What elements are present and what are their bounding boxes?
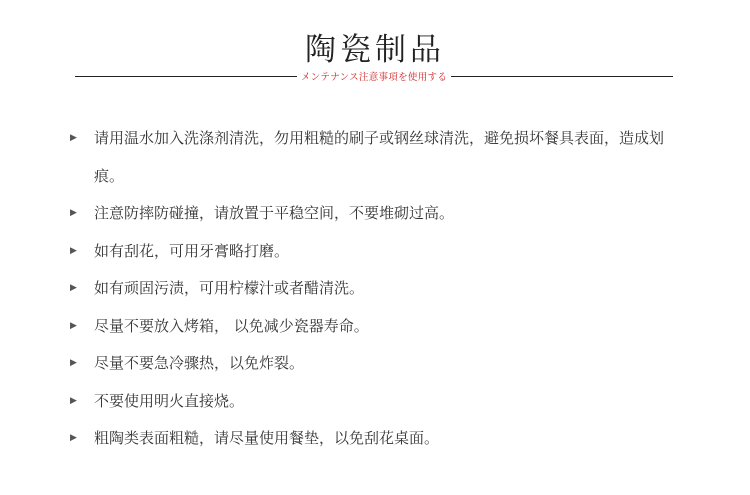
triangle-right-icon: ▶ [70,133,77,143]
list-item [70,195,690,233]
page-title: 陶瓷制品 [305,32,445,68]
triangle-right-icon: ▶ [70,245,77,256]
list-item [70,270,690,308]
triangle-right-icon: ▶ [70,433,77,443]
triangle-right-icon: ▶ [70,358,77,368]
triangle-right-icon: ▶ [70,395,77,406]
list-item [70,383,690,421]
list-item-text: 尽量不要急冷骤热，以免炸裂。 [94,354,305,372]
page-subtitle: メンテナンス注意事項を使用する [300,72,448,83]
list-item-text: 粗陶类表面粗糙，请尽量使用餐垫，以免刮花桌面。 [94,429,440,447]
list-item-text: 注意防摔防碰撞，请放置于平稳空间，不要堆砌过高。 [94,204,455,222]
list-item-text: 不要使用明火直接烧。 [94,391,245,410]
title-divider [75,68,673,84]
list-item [70,120,690,195]
list-item [70,308,690,346]
divider-line-right [451,76,673,77]
list-item [70,420,690,458]
list-item-text: 请用温水加入洗涤剂清洗，勿用粗糙的刷子或钢丝球清洗，避免损坏餐具表面，造成划痕。 [94,129,665,185]
list-item [70,233,690,271]
list-item-text: 尽量不要放入烤箱， 以免减少瓷器寿命。 [94,316,369,335]
triangle-right-icon: ▶ [70,283,77,293]
triangle-right-icon: ▶ [70,208,77,218]
triangle-right-icon: ▶ [70,320,77,331]
list-item [70,345,690,383]
list-item-text: 如有顽固污渍，可用柠檬汁或者醋清洗。 [94,279,365,297]
list-item-text: 如有刮花，可用牙膏略打磨。 [94,241,290,260]
care-instructions-list [70,120,690,458]
divider-line-left [75,76,297,77]
